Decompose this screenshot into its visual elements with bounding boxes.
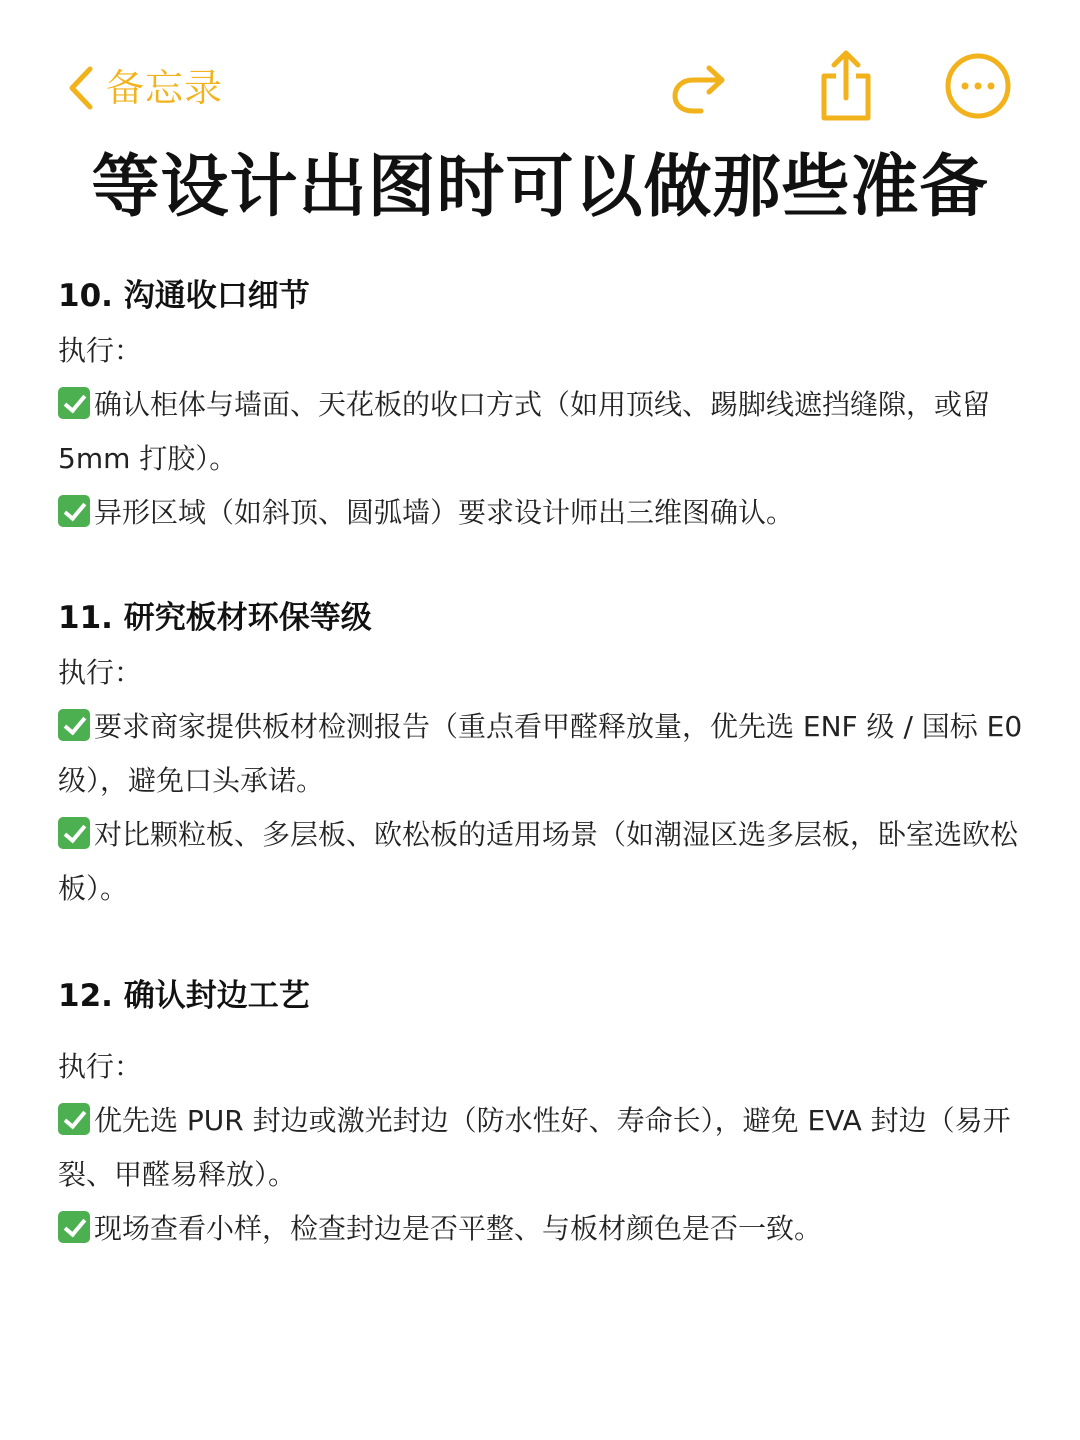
section-heading: 12. 确认封边工艺 [58, 978, 310, 1014]
more-icon [943, 51, 1013, 125]
exec-label: 执行： [58, 656, 143, 689]
chevron-left-icon [66, 65, 96, 111]
section-heading: 10. 沟通收口细节 [58, 278, 310, 314]
redo-button[interactable] [664, 52, 736, 124]
share-button[interactable] [810, 52, 882, 124]
note-title: 等设计出图时可以做那些准备 [91, 148, 989, 227]
checklist-item [58, 378, 1048, 486]
item-text: 优先选 PUR 封边或激光封边（防水性好、寿命长），避免 EVA 封边（易开裂、甲醛易释放）。 [58, 1104, 1011, 1191]
section-heading: 11. 研究板材环保等级 [58, 600, 372, 636]
share-icon [816, 50, 876, 126]
checklist-item [58, 1094, 1048, 1202]
exec-label: 执行： [58, 1050, 143, 1083]
item-text: 确认柜体与墙面、天花板的收口方式（如用顶线、踢脚线遮挡缝隙，或留 5mm 打胶）。 [58, 388, 991, 475]
checklist-item [58, 808, 1048, 916]
item-text: 对比颗粒板、多层板、欧松板的适用场景（如潮湿区选多层板，卧室选欧松板）。 [58, 818, 1019, 905]
check-mark-icon [58, 495, 90, 527]
back-button[interactable] [66, 60, 223, 116]
check-mark-icon [58, 387, 90, 419]
item-text: 异形区域（如斜顶、圆弧墙）要求设计师出三维图确认。 [94, 496, 795, 529]
note-body[interactable] [58, 268, 1048, 1256]
section-10 [58, 268, 1048, 540]
check-mark-icon [58, 1211, 90, 1243]
checklist-item [58, 700, 1048, 808]
section-11 [58, 590, 1048, 916]
check-mark-icon [58, 817, 90, 849]
exec-label: 执行： [58, 334, 143, 367]
check-mark-icon [58, 1103, 90, 1135]
more-button[interactable] [942, 52, 1014, 124]
item-text: 要求商家提供板材检测报告（重点看甲醛释放量，优先选 ENF 级 / 国标 E0 级），避免口头承诺。 [58, 710, 1023, 797]
redo-icon [667, 56, 733, 120]
check-mark-icon [58, 709, 90, 741]
item-text: 现场查看小样，检查封边是否平整、与板材颜色是否一致。 [94, 1212, 823, 1245]
section-12 [58, 968, 1048, 1256]
checklist-item [58, 1202, 1048, 1256]
back-label: 备忘录 [106, 66, 224, 110]
checklist-item [58, 486, 1048, 540]
navigation-bar [0, 0, 1080, 150]
